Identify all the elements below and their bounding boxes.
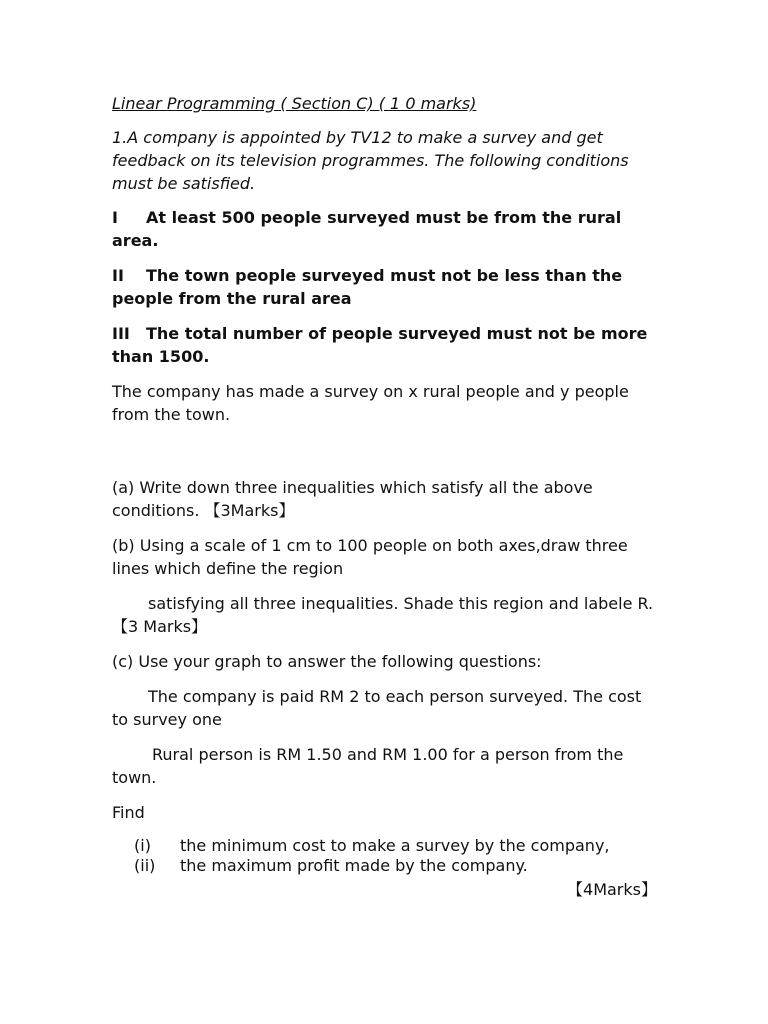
- question-intro: 1.A company is appointed by TV12 to make a survey and get feedback on its television programmes. The following conditions must be satisfied.: [112, 128, 629, 193]
- subpart-number: (ii): [134, 856, 156, 875]
- condition-number: I: [112, 208, 118, 227]
- condition-1: [112, 206, 657, 252]
- condition-number: III: [112, 324, 130, 343]
- part-a: (a) Write down three inequalities which satisfy all the above conditions. 【3Marks】: [112, 478, 593, 520]
- condition-2: [112, 264, 657, 310]
- part-c-line-1: [112, 685, 657, 731]
- document-page: [112, 92, 657, 901]
- find-label: Find: [112, 803, 145, 822]
- condition-3: [112, 322, 657, 368]
- part-b-line-1: (b) Using a scale of 1 cm to 100 people on both axes,draw three lines which define the region: [112, 536, 628, 578]
- condition-text: The town people surveyed must not be less than the people from the rural area: [112, 266, 623, 308]
- page-title: Linear Programming ( Section C) ( 1 0 marks): [112, 94, 477, 113]
- subpart-text: the minimum cost to make a survey by the company,: [180, 836, 610, 855]
- subpart-2: [112, 856, 657, 876]
- subpart-1: [112, 836, 657, 856]
- survey-text: The company has made a survey on x rural people and y people from the town.: [112, 382, 629, 424]
- condition-text: The total number of people surveyed must not be more than 1500.: [112, 324, 648, 366]
- spacer: [112, 438, 657, 476]
- subpart-text: the maximum profit made by the company.: [180, 856, 528, 875]
- part-c-text-2: Rural person is RM 1.50 and RM 1.00 for a person from the town.: [112, 745, 624, 787]
- part-c-text-1: The company is paid RM 2 to each person surveyed. The cost to survey one: [112, 687, 642, 729]
- subpart-number: (i): [134, 836, 151, 855]
- part-b-text: satisfying all three inequalities. Shade this region and labele R. 【3 Marks】: [112, 594, 654, 636]
- part-b-line-2: [112, 592, 657, 638]
- condition-text: At least 500 people surveyed must be from the rural area.: [112, 208, 622, 250]
- part-c-line-2: [112, 743, 657, 789]
- condition-number: II: [112, 266, 124, 285]
- final-marks: 【4Marks】: [567, 880, 657, 899]
- part-c: (c) Use your graph to answer the following questions:: [112, 652, 542, 671]
